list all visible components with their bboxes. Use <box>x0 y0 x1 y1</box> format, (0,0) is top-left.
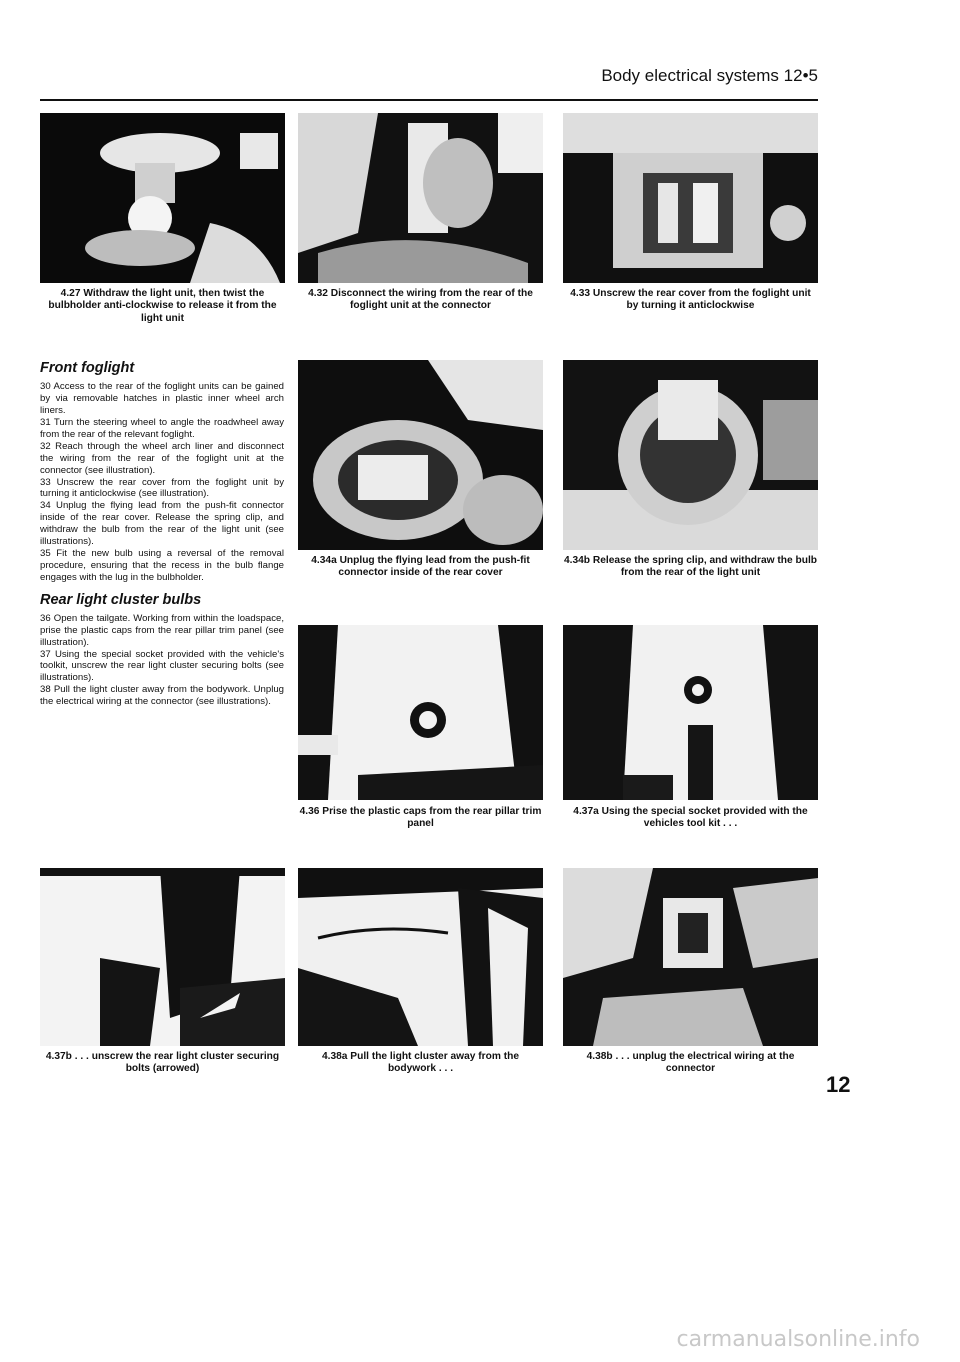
caption-4-33: 4.33 Unscrew the rear cover from the foglight unit by turning it anticlockwise <box>570 288 811 312</box>
photo-4-38b-image <box>563 868 818 1046</box>
watermark: carmanualsonline.info <box>676 1327 920 1352</box>
photo-4-27-image <box>40 113 285 283</box>
paragraph-37: 37 Using the special socket provided with the vehicle's toolkit, unscrew the rear light cluster securing bolts (see illustrations). <box>40 648 284 684</box>
text-column <box>40 360 284 708</box>
header-text <box>601 66 818 86</box>
photo-4-32-image <box>298 113 543 283</box>
paragraph-32: 32 Reach through the wheel arch liner and disconnect the wiring from the rear of the foglight unit at the connector (see illustration). <box>40 440 284 476</box>
paragraph-35: 35 Fit the new bulb using a reversal of the removal procedure, ensuring that the recess in the bulb flange engages with the lug in the bulbholder. <box>40 547 284 583</box>
paragraph-31: 31 Turn the steering wheel to angle the roadwheel away from the rear of the relevant foglight. <box>40 417 284 440</box>
photo-4-33-image <box>563 113 818 283</box>
photo-4-34b <box>563 360 818 550</box>
paragraph-38: 38 Pull the light cluster away from the bodywork. Unplug the electrical wiring at the connector (see illustrations). <box>40 684 284 708</box>
heading-rear-light-cluster-bulbs: Rear light cluster bulbs <box>40 591 202 608</box>
page-header <box>40 60 818 100</box>
header-page-number: 12•5 <box>783 66 818 85</box>
header-rule <box>40 99 818 101</box>
chapter-number-tab: 12 <box>826 1072 851 1097</box>
photo-4-38a-image <box>298 868 543 1046</box>
photo-4-37a <box>563 625 818 800</box>
photo-4-34a <box>298 360 543 550</box>
caption-4-37b: 4.37b . . . unscrew the rear light cluster securing bolts (arrowed) <box>45 1051 280 1075</box>
photo-4-34b-image <box>563 360 818 550</box>
photo-4-38a <box>298 868 543 1046</box>
paragraph-33: 33 Unscrew the rear cover from the foglight unit by turning it anticlockwise (see illustration). <box>40 476 284 500</box>
caption-4-36: 4.36 Prise the plastic caps from the rear pillar trim panel <box>299 806 542 830</box>
paragraph-30: 30 Access to the rear of the foglight units can be gained by via removable hatches in plastic inner wheel arch liners. <box>40 381 284 417</box>
caption-4-37a: 4.37a Using the special socket provided with the vehicles tool kit . . . <box>573 806 808 830</box>
caption-4-38b: 4.38b . . . unplug the electrical wiring at the connector <box>586 1051 795 1075</box>
photo-4-38b <box>563 868 818 1046</box>
photo-4-37a-image <box>563 625 818 800</box>
caption-4-27: 4.27 Withdraw the light unit, then twist the bulbholder anti-clockwise to release it from the light unit <box>48 288 277 324</box>
photo-4-36 <box>298 625 543 800</box>
caption-4-32: 4.32 Disconnect the wiring from the rear of the foglight unit at the connector <box>308 288 533 312</box>
photo-4-33 <box>563 113 818 283</box>
header-title: Body electrical systems <box>601 66 779 85</box>
caption-4-34b: 4.34b Release the spring clip, and withdraw the bulb from the rear of the light unit <box>563 555 818 579</box>
caption-4-38a: 4.38a Pull the light cluster away from the bodywork . . . <box>321 1051 519 1075</box>
photo-4-32 <box>298 113 543 283</box>
paragraph-34: 34 Unplug the flying lead from the push-fit connector inside of the rear cover. Release the spring clip, and withdraw the bulb from the rear of the light unit (see illustrations). <box>40 500 284 547</box>
photo-4-36-image <box>298 625 543 800</box>
heading-front-foglight: Front foglight <box>40 360 135 376</box>
photo-4-37b-image <box>40 868 285 1046</box>
paragraph-36: 36 Open the tailgate. Working from within the loadspace, prise the plastic caps from the rear pillar trim panel (see illustration). <box>40 612 284 648</box>
photo-4-34a-image <box>298 360 543 550</box>
photo-4-27 <box>40 113 285 283</box>
photo-4-37b <box>40 868 285 1046</box>
caption-4-34a: 4.34a Unplug the flying lead from the push-fit connector inside of the rear cover <box>311 555 530 579</box>
